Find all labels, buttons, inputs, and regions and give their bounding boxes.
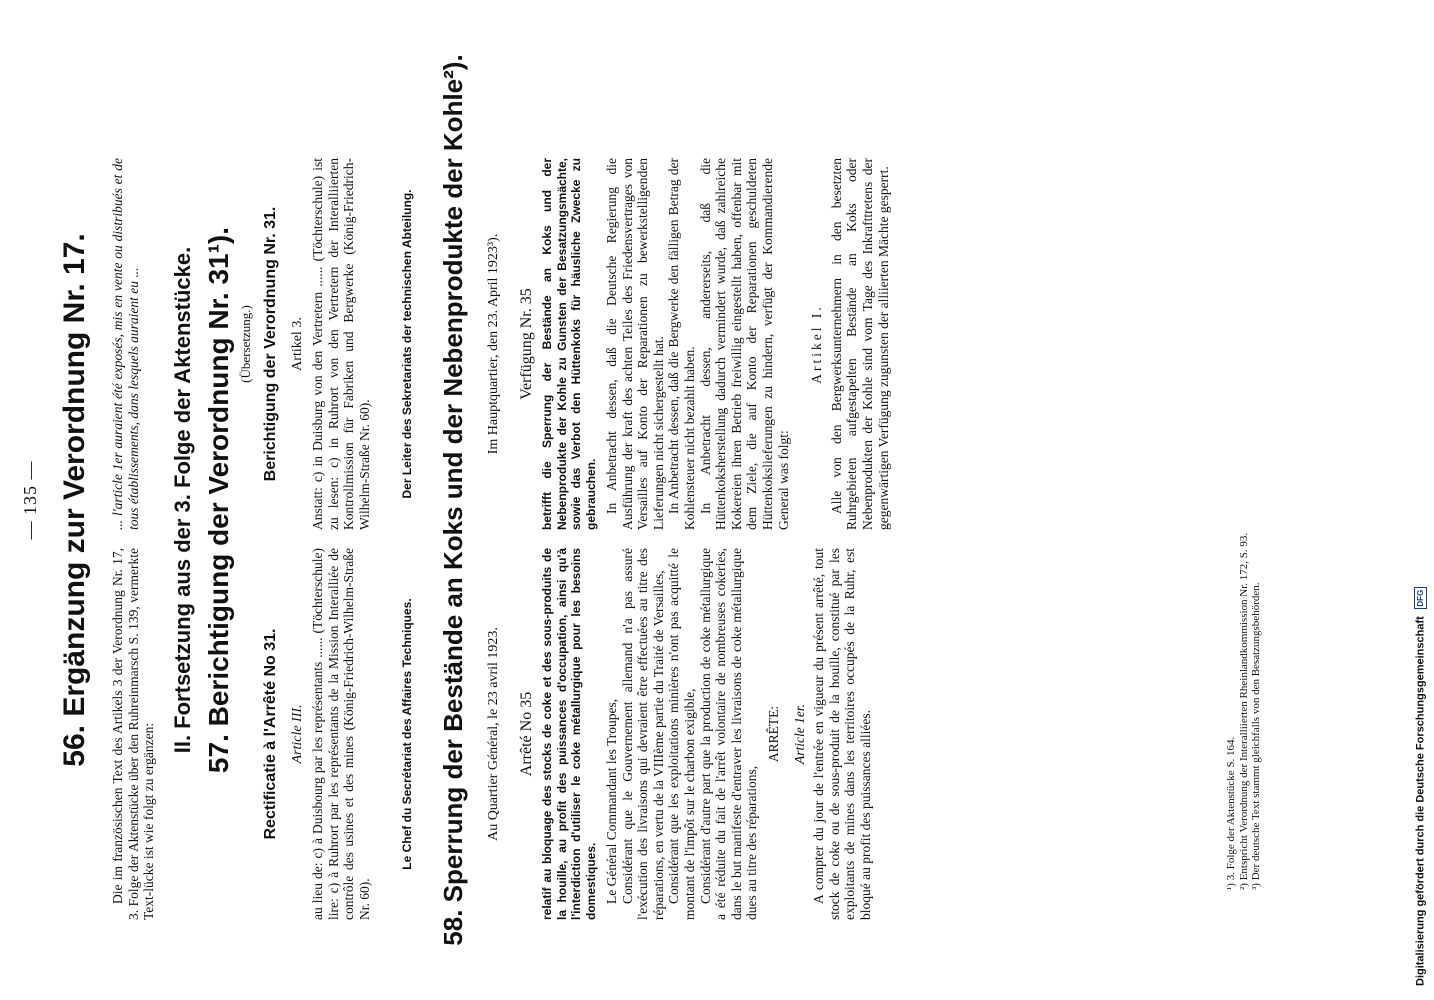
section-ii-heading <box>170 0 196 1000</box>
s57-de-title: Berichtigung der Verordnung Nr. 31. <box>262 206 279 482</box>
s58-fr-arrete: Arrêté No 35 <box>518 691 535 777</box>
s57-de-text: Anstatt: c) in Duisburg von den Vertretern ...... (Töchterschule) ist zu lesen: c) in Ruhrort von den Vertretern der Interalliierten Kontrollmission für Fabriken und Bergwerke (König-Friedrich-Wilhelm-Straße Nr. 60). <box>310 158 372 530</box>
s58-de-body <box>604 158 891 530</box>
s57-fr-text: au lieu de: c) à Duisbourg par les représentants ...... (Töchterschule) lire: c) à Ruhrort par les représentants de la Mission Interalliée de contrôle des usines et des mines (König-Friedrich-Wilhelm-Straße Nr. 60). <box>310 548 372 920</box>
s58-de-article-text: Alle von den Bergwerksunternehmern in den besetzten Ruhrgebieten aufgestapelten Bestände an Koks oder Nebenprodukten der Kohle sind vom Tage des Inkrafttretens der gegenwärtigen Verfügung zugunsten der alliierten Mächte gesperrt. <box>828 158 891 530</box>
footnotes <box>1225 130 1263 890</box>
s58-heading <box>438 0 469 1000</box>
s58-de-article: Artikel I. <box>809 304 825 384</box>
footnote-2: ²) Entspricht Verordnung der Interalliierten Rheinlandkommission Nr. 172, S. 93. <box>1237 532 1250 890</box>
s58-fr-p2: Considérant que le Gouvernement allemand n'a pas assuré l'exécution des livraisons qui devraient être effectuées au titre des réparations, en vertu de la VIIIème partie du Traité de Versailles, <box>619 548 666 920</box>
stamp-text: Digitalisierung gefördert durch die Deutsche Forschungsgemeinschaft <box>1414 616 1427 986</box>
s58-de-p3: In Anbetracht dessen, andererseits, daß die Hüttenkoksherstellung dadurch vermindert wurde, daß zahlreiche Kokereien ihren Betrieb freiwillig eingestellt haben, offenbar mit dem Ziele, die auf Konto der Reparationen geschuldeten Hüttenkokslieferungen zu hindern, verfügt der Kommandierende General was folgt: <box>697 158 791 530</box>
s56-left-text: Die im französischen Text des Artikels 3 der Verordnung Nr. 17, 3. Folge der Aktenstücke über den Ruhreinmarsch S. 139, vermerkte Text-lücke ist wie folgt zu ergänzen: <box>110 548 157 920</box>
s57-de-signature: Der Leiter des Sekretariats der technischen Abteilung. <box>400 189 414 499</box>
s57-fr-article: Article III. <box>290 704 305 764</box>
s56-heading <box>58 0 92 1000</box>
s58-fr-subject: relatif au bloquage des stocks de coke et des sous-produits de la houille, au profit des puissances d'occupation, ainsi qu'à l'interdiction d'utiliser le coke métallurgique pour les besoins domestiques. <box>540 548 598 920</box>
s58-fr-arrete-word: ARRÊTE: <box>765 705 781 763</box>
s57-de-article: Artikel 3. <box>290 317 305 371</box>
s57-fr-title: Rectificatie à l'Arrêté No 31. <box>262 628 279 840</box>
s58-de-p2: In Anbetracht dessen, daß die Bergwerke den fälligen Betrag der Kohlensteuer nicht bezahlt haben. <box>666 158 697 530</box>
s58-de-p1: In Anbetracht dessen, daß die Deutsche Regierung die Ausführung der kraft des achten Teiles des Friedensvertrages von Versailles auf Konto der Reparationen zu bewerkstelligenden Lieferungen nicht sichergestellt hat. <box>604 158 666 530</box>
s58-de-date: Im Hauptquartier, den 23. April 1923³). <box>486 233 501 455</box>
s58-fr-date: Au Quartier Général, le 23 avril 1923. <box>486 627 501 841</box>
s57-de-note: (Übersetzung.) <box>238 305 253 383</box>
s58-fr-article: Article 1er. <box>791 704 807 764</box>
digitization-stamp <box>1414 587 1427 986</box>
s56-title: 56. Ergänzung zur Verordnung Nr. 17. <box>58 233 91 767</box>
s58-de-subject: betrifft die Sperrung der Bestände an Koks und der Nebenprodukte der Kohle zu Gunsten der Besatzungsmächte, sowie das Verbot den Hüttenkoks für häusliche Zwecke zu gebrauchen. <box>540 158 598 530</box>
s58-fr-p1: Le Général Commandant les Troupes, <box>604 698 619 904</box>
page-number: — 135 — <box>20 460 40 540</box>
s58-fr-p3: Considérant que les exploitations minières n'ont pas acquitté le montant de l'impôt sur le charbon exigible, <box>666 548 697 920</box>
s56-right-text: ... l'article 1er auraient été exposés, mis en vente ou distribués et de tous établissements, dans lesquels auraient eu ... <box>110 158 141 530</box>
s58-title: 58. Sperrung der Bestände an Koks und der Nebenprodukte der Kohle²). <box>438 54 468 946</box>
s57-title: 57. Berichtigung der Verordnung Nr. 31¹). <box>203 226 234 774</box>
footnote-3: ³) Der deutsche Text stammt gleichfalls von den Besatzungsbehörden. <box>1250 582 1262 890</box>
footnote-1: ¹) 3. Folge der Aktenstücke S. 164. <box>1225 736 1237 890</box>
s57-fr-signature: Le Chef du Secrétariat des Affaires Techniques. <box>400 598 414 870</box>
section-ii-title: II. Fortsetzung aus der 3. Folge der Aktenstücke. <box>170 246 195 754</box>
dfg-logo-icon: DFG <box>1414 587 1427 609</box>
s58-de-verfuegung: Verfügung Nr. 35 <box>518 288 535 400</box>
s58-fr-body <box>604 548 874 920</box>
s58-fr-p4: Considérant d'autre part que la production de coke métallurgique a été réduite du fait de l'arrêt volontaire de nombreuses cokeries, dans le but manifeste d'entraver les livraisons de coke métallurgique dues au titre des réparations, <box>697 548 760 920</box>
s57-heading <box>203 0 235 1000</box>
s58-fr-article-text: A compter du jour de l'entrée en vigueur du présent arrêté, tout stock de coke ou de sous-produit de la houille, constitué par les exploitants de mines dans les territoires occupés de la Ruhr, est bloqué au profit des puissances alliées. <box>811 548 873 920</box>
